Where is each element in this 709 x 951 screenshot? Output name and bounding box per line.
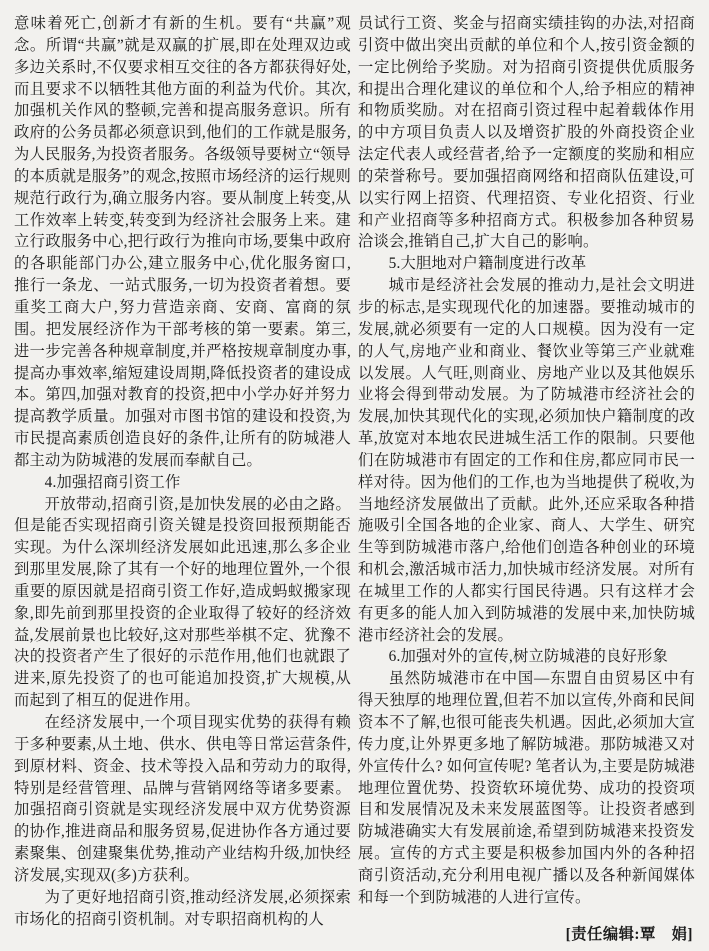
section-heading-6: 6.加强对外的宣传,树立防城港的良好形象 [388,648,668,666]
paragraph: 为了更好地招商引资,推动经济发展,必须探索市场化的招商引资机制。对专职招商机构的人 [14,888,351,928]
paragraph: 虽然防城港市在中国—东盟自由贸易区中有得天独厚的地理位置,但若不加以宣传,外商和民间资本不了解,也很可能丧失机遇。因此,必须加大宣传力度,让外界更多地了解防城港。那防城港又对外宣传什么? 如何宣传呢? 笔者认为,主要是防城港地理位置优势、投资软环境优势、成功的投资项目和发展情况及未来发展蓝图等。让投资者感到防城港确实大有发展前途,希望到防城港来投资发展。宣传的方式主要是积极参加国内外的各种招商引资活动,充分利用电视广播以及各种新闻媒体和每一个到防城港的人进行宣传。 [358,670,695,906]
paragraph: 开放带动,招商引资,是加快发展的必由之路。但是能否实现招商引资关键是投资回报预期能否实现。为什么深圳经济发展如此迅速,那么多企业到那里发展,除了其有一个好的地理位置外,一个很重要的原因就是招商引资工作好,造成蚂蚁搬家现象,即先前到那里投资的企业取得了较好的经济效益,发展前景也比较好,这对那些举棋不定、犹豫不决的投资者产生了很好的示范作用,他们也就跟了进来,原先投资了的也可能追加投资,扩大规模,从而起到了相互的促进作用。 [14,495,351,710]
left-column [14,13,351,951]
paragraph: 在经济发展中,一个项目现实优势的获得有赖于多种要素,从土地、供水、供电等日常运营条件,到原材料、资金、技术等投入品和劳动力的取得,特别是经营管理、品牌与营销网络等诸多要素。加强招商引资就是实现经济发展中双方优势资源的协作,推进商品和服务贸易,促进协作各方通过要素聚集、创建聚集优势,推动产业结构升级,加快经济发展,实现双(多)方获利。 [14,714,351,884]
paragraph-continuation: 员试行工资、奖金与招商实绩挂钩的办法,对招商引资中做出突出贡献的单位和个人,按引资金额的一定比例给予奖励。对为招商引资提供优质服务和提出合理化建议的单位和个人,给予相应的精神和物质奖励。对在招商引资过程中起着载体作用的中方项目负责人以及增资扩股的外商投资企业法定代表人或经营者,给予一定额度的奖励和相应的荣誉称号。要加强招商网络和招商队伍建设,可以实行网上招资、代理招资、专业化招资、行业和产业招商等多种招商方式。积极参加各种贸易洽谈会,推销自己,扩大自己的影响。 [358,15,695,251]
responsible-editor-note: [责任编辑:覃 娟] [565,925,693,943]
paragraph-continuation: 意味着死亡,创新才有新的生机。要有“共赢”观念。所谓“共赢”就是双赢的扩展,即在处理双边或多边关系时,不仅要求相互交往的各方都获得好处,而且要求不以牺牲其他方面的利益为代价。其次,加强机关作风的整顿,完善和提高服务意识。所有政府的公务员都必须意识到,他们的工作就是服务,为人民服务,为投资者服务。各级领导要树立“领导的本质就是服务”的观念,按照市场经济的运行规则规范行政行为,确立服务内容。要从制度上转变,从工作效率上转变,转变到为经济社会服务上来。建立行政服务中心,把行政行为推向市场,要集中政府的各职能部门办公,建立服务中心,优化服务窗口,推行一条龙、一站式服务,一切为投资者着想。要重奖工商大户,努力营造亲商、安商、富商的氛围。把发展经济作为干部考核的第一要素。第三,进一步完善各种规章制度,并严格按规章制度办事,提高办事效率,缩短建设周期,降低投资者的建设成本。第四,加强对教育的投资,把中小学办好并努力提高教学质量。加强对市图书馆的建设和投资,为市民提高素质创造良好的条件,让所有的防城港人都主动为防城港的发展而奉献自己。 [14,15,351,469]
right-column [358,13,695,951]
paragraph: 城市是经济社会发展的推动力,是社会文明进步的标志,是实现现代化的加速器。要推动城市的发展,就必须要有一定的人口规模。因为没有一定的人气,房地产业和商业、餐饮业等第三产业就难以发展。人气旺,则商业、房地产业以及其他娱乐业将会得到带动发展。为了防城港市经济社会的发展,加快其现代化的实现,必须加快户籍制度的改革,放宽对本地农民进城生活工作的限制。只要他们在防城港市有固定的工作和住房,都应同市民一样对待。因为他们的工作,也为当地提供了税收,为当地经济发展做出了贡献。此外,还应采取各种措施吸引全国各地的企业家、商人、大学生、研究生等到防城港市落户,给他们创造各种创业的环境和机会,激活城市活力,加快城市经济发展。对所有在城里工作的人都实行国民待遇。只有这样才会有更多的能人加入到防城港的发展中来,加快防城港市经济社会的发展。 [358,277,695,644]
section-heading-4: 4.加强招商引资工作 [44,473,181,491]
section-heading-5: 5.大胆地对户籍制度进行改革 [388,255,587,273]
